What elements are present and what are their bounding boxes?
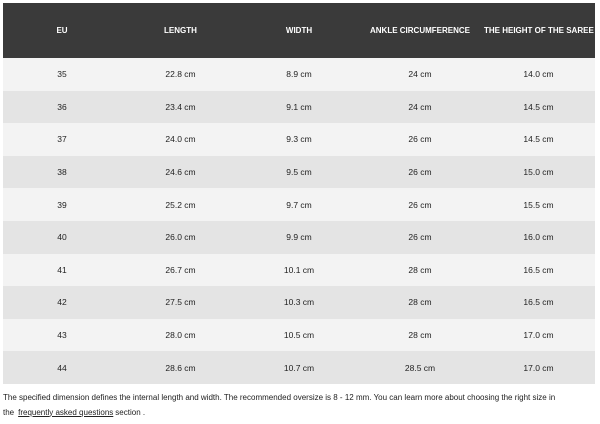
- cell-height: 16.5 cm: [482, 254, 595, 287]
- cell-ankle: 28 cm: [358, 254, 482, 287]
- cell-width: 10.5 cm: [240, 319, 358, 352]
- cell-eu: 43: [3, 319, 121, 352]
- cell-length: 26.0 cm: [121, 221, 240, 254]
- table-row: [3, 58, 595, 91]
- cell-ankle: 26 cm: [358, 188, 482, 221]
- cell-eu: 41: [3, 254, 121, 287]
- cell-width: 9.7 cm: [240, 188, 358, 221]
- cell-ankle: 26 cm: [358, 221, 482, 254]
- header-saree-height: THE HEIGHT OF THE SAREE: [482, 3, 595, 58]
- cell-height: 16.5 cm: [482, 286, 595, 319]
- cell-width: 10.7 cm: [240, 351, 358, 384]
- note-text-prefix: the: [3, 407, 15, 417]
- table-row: [3, 221, 595, 254]
- cell-height: 15.5 cm: [482, 188, 595, 221]
- table-row: [3, 351, 595, 384]
- cell-eu: 36: [3, 91, 121, 124]
- cell-length: 23.4 cm: [121, 91, 240, 124]
- size-note: [3, 391, 595, 420]
- cell-width: 9.1 cm: [240, 91, 358, 124]
- cell-length: 27.5 cm: [121, 286, 240, 319]
- cell-ankle: 26 cm: [358, 123, 482, 156]
- cell-width: 9.5 cm: [240, 156, 358, 189]
- cell-height: 14.5 cm: [482, 91, 595, 124]
- table-row: [3, 319, 595, 352]
- cell-width: 10.1 cm: [240, 254, 358, 287]
- cell-height: 14.5 cm: [482, 123, 595, 156]
- faq-link[interactable]: frequently asked questions: [18, 407, 114, 417]
- cell-width: 8.9 cm: [240, 58, 358, 91]
- cell-eu: 40: [3, 221, 121, 254]
- cell-height: 17.0 cm: [482, 319, 595, 352]
- table-row: [3, 156, 595, 189]
- cell-width: 9.9 cm: [240, 221, 358, 254]
- cell-length: 24.0 cm: [121, 123, 240, 156]
- cell-eu: 38: [3, 156, 121, 189]
- header-row: [3, 3, 595, 58]
- note-text-suffix: section .: [115, 407, 146, 417]
- table-row: [3, 123, 595, 156]
- header-ankle-circumference: ANKLE CIRCUMFERENCE: [358, 3, 482, 58]
- table-row: [3, 254, 595, 287]
- cell-width: 10.3 cm: [240, 286, 358, 319]
- cell-length: 28.6 cm: [121, 351, 240, 384]
- cell-length: 24.6 cm: [121, 156, 240, 189]
- header-width: WIDTH: [240, 3, 358, 58]
- cell-ankle: 24 cm: [358, 58, 482, 91]
- note-text-line1: The specified dimension defines the internal length and width. The recommended oversize is 8 - 12 mm. You can learn more about choosing the right size in: [3, 393, 556, 402]
- cell-ankle: 26 cm: [358, 156, 482, 189]
- cell-length: 22.8 cm: [121, 58, 240, 91]
- table-header: [3, 3, 595, 58]
- header-eu: EU: [3, 3, 121, 58]
- header-length: LENGTH: [121, 3, 240, 58]
- cell-height: 14.0 cm: [482, 58, 595, 91]
- cell-length: 26.7 cm: [121, 254, 240, 287]
- cell-height: 15.0 cm: [482, 156, 595, 189]
- cell-ankle: 28 cm: [358, 286, 482, 319]
- cell-ankle: 24 cm: [358, 91, 482, 124]
- cell-height: 17.0 cm: [482, 351, 595, 384]
- table-row: [3, 91, 595, 124]
- cell-width: 9.3 cm: [240, 123, 358, 156]
- table-row: [3, 286, 595, 319]
- table-body: [3, 58, 595, 384]
- cell-eu: 37: [3, 123, 121, 156]
- cell-ankle: 28.5 cm: [358, 351, 482, 384]
- cell-height: 16.0 cm: [482, 221, 595, 254]
- size-chart-table: [3, 3, 595, 384]
- cell-eu: 42: [3, 286, 121, 319]
- cell-eu: 39: [3, 188, 121, 221]
- table-row: [3, 188, 595, 221]
- cell-eu: 35: [3, 58, 121, 91]
- cell-length: 25.2 cm: [121, 188, 240, 221]
- cell-eu: 44: [3, 351, 121, 384]
- cell-length: 28.0 cm: [121, 319, 240, 352]
- cell-ankle: 28 cm: [358, 319, 482, 352]
